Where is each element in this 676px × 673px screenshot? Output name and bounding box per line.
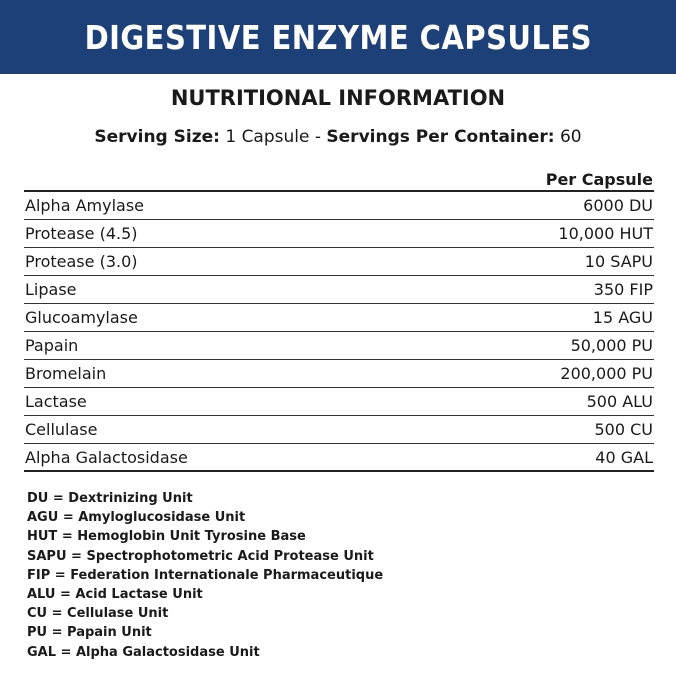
enzyme-amount: 200,000 PU [560,364,653,383]
legend-item: HUT = Hemoglobin Unit Tyrosine Base [27,529,306,545]
table-row [24,444,654,472]
table-row [24,304,654,332]
unit-legend [27,489,647,662]
serving-size-label: Serving Size: [94,127,220,147]
legend-item: GAL = Alpha Galactosidase Unit [27,644,260,660]
legend-item: DU = Dextrinizing Unit [27,491,193,506]
legend-item: AGU = Amyloglucosidase Unit [27,510,246,526]
enzyme-name: Lipase [25,280,77,299]
enzyme-name: Cellulase [25,420,98,439]
enzyme-name: Alpha Galactosidase [25,448,188,467]
enzyme-amount: 15 AGU [592,308,653,327]
servings-per-container-value: 60 [559,127,582,147]
table-row [24,192,654,220]
table-row [24,360,654,388]
enzyme-amount: 10,000 HUT [558,224,653,243]
serving-info [0,127,676,147]
table-row [24,332,654,360]
enzyme-name: Lactase [25,392,87,411]
legend-item: FIP = Federation Internationale Pharmaceutique [27,567,384,583]
servings-per-container-label: Servings Per Container: [326,127,555,147]
serving-size-value: 1 Capsule - [225,127,321,147]
section-title: NUTRITIONAL INFORMATION [170,86,506,110]
product-title: DIGESTIVE ENZYME CAPSULES [84,17,592,57]
per-capsule-header: Per Capsule [24,168,654,192]
product-banner [0,0,676,74]
legend-item: PU = Papain Unit [27,625,152,641]
enzyme-amount: 500 ALU [586,392,653,411]
legend-item: SAPU = Spectrophotometric Acid Protease Unit [27,548,374,564]
enzyme-name: Bromelain [25,364,107,383]
enzyme-amount: 50,000 PU [570,336,653,355]
table-row [24,220,654,248]
enzyme-amount: 40 GAL [595,448,653,467]
enzyme-amount: 500 CU [594,420,653,439]
table-row [24,416,654,444]
legend-item: ALU = Acid Lactase Unit [27,587,203,603]
legend-item: CU = Cellulase Unit [27,606,169,622]
enzyme-name: Protease (4.5) [25,224,138,243]
table-row [24,276,654,304]
table-row [24,388,654,416]
enzyme-table [24,168,654,472]
enzyme-name: Alpha Amylase [25,196,145,215]
enzyme-name: Protease (3.0) [25,252,138,271]
enzyme-amount: 10 SAPU [584,252,653,271]
enzyme-amount: 350 FIP [593,280,653,299]
enzyme-amount: 6000 DU [583,196,653,215]
enzyme-name: Papain [25,336,79,355]
table-row [24,248,654,276]
enzyme-name: Glucoamylase [25,308,138,327]
